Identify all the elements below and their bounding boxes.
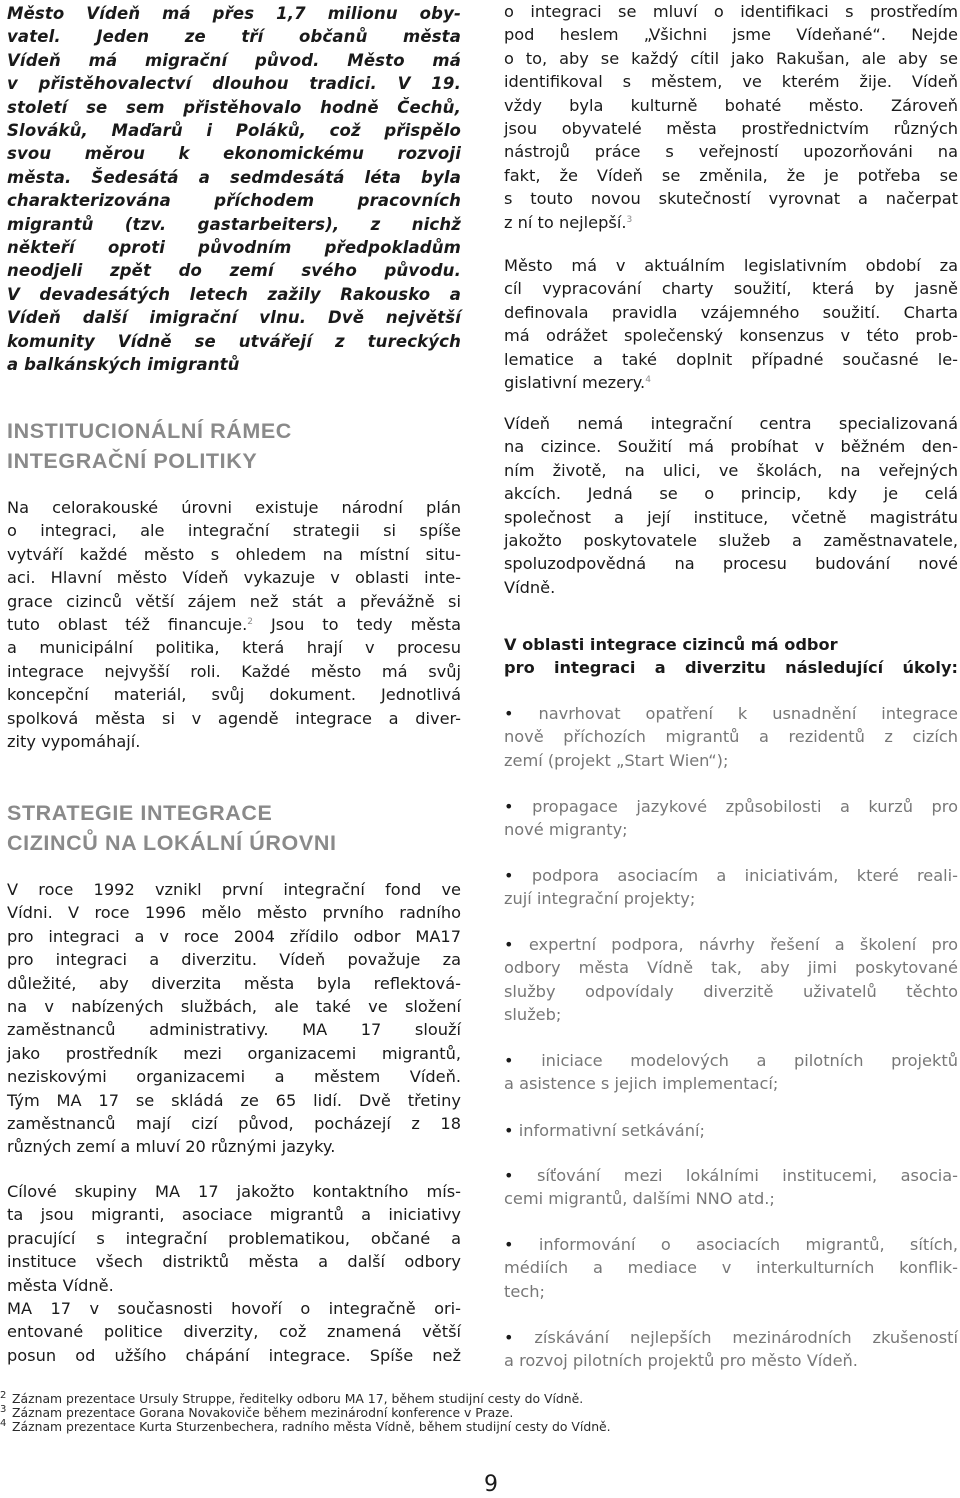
body-line: o integraci, ale integrační strategii si spíše (7, 521, 461, 541)
right-paragraph-2 (504, 254, 958, 394)
body-line: aci. Hlavní město Vídeň vykazuje v oblasti inte- (7, 568, 461, 588)
intro-line: V devadesátých letech zažily Rakousko a (7, 284, 461, 304)
bullet-icon: • (504, 1051, 514, 1070)
intro-line: někteří oproti původním předpokladům (7, 238, 461, 258)
intro-line: města. Šedesátá a sedmdesátá léta byla (7, 167, 461, 187)
section-2-paragraph (7, 878, 461, 1159)
list-item (504, 1049, 958, 1096)
body-line: instituce všech distriktů města a další odbory (7, 1252, 461, 1272)
body-line: má odrážet společenský konsenzus v této prob- (504, 326, 958, 346)
body-line: o to, aby se každý cítil jako Rakušan, ale aby se (504, 48, 958, 68)
body-line: Vídni. V roce 1996 mělo město prvního radního (7, 903, 461, 923)
footnote-text: Záznam prezentace Ursuly Struppe, ředitelky odboru MA 17, během studijní cesty do Vídně. (12, 1391, 584, 1406)
list-item (504, 1326, 958, 1373)
intro-line: v přistěhovalectví dlouhou tradici. V 19. (7, 74, 461, 94)
body-line: důležité, aby diverzita města byla reflektová- (7, 973, 461, 993)
body-line: zaměstnanců administrativy. MA 17 slouží (7, 1020, 461, 1040)
list-item-text: informování o asociacích migrantů, sítích, (538, 1235, 958, 1254)
list-item-text: podpora asociacím a iniciativám, které reali- (531, 866, 958, 885)
intro-line: Město Vídeň má přes 1,7 milionu oby- (7, 4, 461, 23)
list-item (504, 1164, 958, 1211)
bullet-icon: • (504, 866, 514, 885)
footnote-text: Záznam prezentace Kurta Sturzenbechera, radního města Vídně, během studijní cesty do Vídně. (12, 1419, 611, 1434)
intro-paragraph (7, 2, 461, 377)
body-line: spolková města si v agendě integrace a diver- (7, 708, 461, 728)
footnote-ref[interactable]: 4 (645, 375, 651, 386)
intro-line: komunity Vídně se utvářejí z tureckých (7, 331, 461, 351)
tasks-heading-line: pro integraci a diverzitu následující úkoly: (504, 658, 958, 678)
body-line: integrace nejvyšší roli. Každé město má svůj (7, 661, 461, 681)
list-item-line (504, 864, 958, 887)
body-line: Vídně. (504, 577, 556, 597)
list-item-line: zemí (projekt „Start Wien“); (504, 750, 729, 770)
bullet-icon: • (504, 935, 514, 954)
body-line: cíl vypracování charty soužití, která by jasně (504, 279, 958, 299)
right-paragraph-1 (504, 0, 958, 234)
body-line: V roce 1992 vznikl první integrační fond ve (7, 880, 461, 899)
list-item-line (504, 1164, 958, 1187)
body-line: různých zemí a mluví 20 různými jazyky. (7, 1137, 336, 1157)
list-item-line: a asistence s jejich implementací; (504, 1074, 779, 1094)
heading-line: INTEGRAČNÍ POLITIKY (7, 449, 258, 473)
list-item-line: odbory města Vídně tak, aby jimi poskytované (504, 958, 958, 978)
intro-line: Vídeň má migrační původ. Město má (7, 50, 461, 70)
list-item-line (504, 1049, 958, 1072)
bullet-icon: • (504, 704, 514, 723)
list-item-line: služby odpovídaly diverzitě uživatelů těchto (504, 981, 958, 1001)
list-item-line (504, 1326, 958, 1349)
list-item-line: médiích a mediace v interkulturních konflik- (504, 1258, 958, 1278)
intro-line: a balkánských imigrantů (7, 355, 240, 375)
body-line: a municipální politika, která hrají v procesu (7, 638, 461, 658)
list-item-line: cemi migrantů, dalšími NNO atd.; (504, 1189, 775, 1209)
body-line: fakt, že Vídeň se změnila, že je potřeba se (504, 165, 958, 185)
body-line-with-ref (504, 211, 958, 234)
body-line: akcích. Jedná se o princip, kdy je celá (504, 484, 958, 504)
footnote-number: 4 (0, 1418, 7, 1429)
page-number: 9 (484, 1472, 498, 1497)
body-line: pro integraci a v roce 2004 zřídilo odbor MA17 (7, 926, 461, 946)
body-text: gislativní mezery. (504, 373, 646, 393)
body-line: pro integraci a diverzitu. Vídeň považuje za (7, 950, 461, 970)
list-item (504, 1233, 958, 1303)
list-item-line (504, 1233, 958, 1256)
body-line: společnost a její instituce, včetně magistrátu (504, 507, 958, 527)
body-line: nástrojů práce s veřejností upozorňováni na (504, 142, 958, 162)
bullet-icon: • (504, 1235, 514, 1254)
list-item-line (504, 795, 958, 818)
list-item-line: zují integrační projekty; (504, 889, 696, 909)
list-item (504, 702, 958, 772)
footnote-text: Záznam prezentace Gorana Novakoviče během mezinárodní konference v Praze. (12, 1405, 514, 1420)
list-item-line: nově příchozích migrantů a rezidentů z cizích (504, 727, 958, 747)
tasks-heading (504, 633, 958, 680)
body-line: Na celorakouské úrovni existuje národní plán (7, 498, 461, 517)
body-line: vytváří každé město s ohledem na místní situ- (7, 544, 461, 564)
footnote-ref[interactable]: 3 (626, 214, 633, 225)
body-text: z ní to nejlepší. (504, 212, 627, 232)
list-item-text: propagace jazykové způsobilosti a kurzů pro (532, 797, 958, 816)
intro-line: svou měrou k ekonomickému rozvoji (7, 144, 461, 164)
list-item (504, 795, 958, 842)
body-line: o integraci se mluví o identifikaci s prostředím (504, 2, 958, 21)
list-item-line: tech; (504, 1281, 545, 1301)
heading-line: CIZINCŮ NA LOKÁLNÍ ÚROVNI (7, 831, 337, 855)
section-1-paragraph (7, 496, 461, 753)
intro-line: vatel. Jeden ze tří občanů města (7, 27, 461, 47)
list-item (504, 933, 958, 1027)
body-line: ním životě, na ulici, ve školách, na veřejných (504, 460, 958, 480)
list-item-text: informativní setkávání; (518, 1121, 705, 1140)
list-item-text: získávání nejlepších mezinárodních zkušeností (534, 1328, 958, 1347)
body-line: na cizince. Soužití má probíhat v běžném den- (504, 437, 958, 457)
list-item-text: iniciace modelových a pilotních projektů (541, 1051, 958, 1070)
body-line-with-ref (7, 613, 461, 636)
right-paragraph-3 (504, 412, 958, 599)
body-line: koncepční materiál, svůj dokument. Jednotlivá (7, 685, 461, 705)
tasks-heading-line: V oblasti integrace cizinců má odbor (504, 635, 838, 654)
list-item-text: síťování mezi lokálními institucemi, asocia- (536, 1166, 958, 1185)
list-item-line (504, 702, 958, 725)
list-item-line: a rozvoj pilotních projektů pro město Vídeň. (504, 1351, 858, 1371)
body-line: zity vypomáhají. (7, 732, 141, 752)
bullet-icon: • (504, 797, 514, 816)
footnote (0, 1406, 960, 1420)
list-item-line: služeb; (504, 1005, 562, 1025)
heading-line: STRATEGIE INTEGRACE (7, 801, 273, 825)
intro-line: století se sem přistěhovalo hodně Čechů, (7, 97, 461, 117)
intro-line: neodjeli zpět do zemí svého původu. (7, 261, 461, 281)
body-line: vždy byla kulturně bohaté město. Zároveň (504, 95, 958, 115)
body-line: zaměstnanců mají cizí původ, pocházejí z 18 (7, 1114, 461, 1134)
heading-line: INSTITUCIONÁLNÍ RÁMEC (7, 419, 292, 443)
body-line: jsou obyvatelé města prostřednictvím různých (504, 119, 958, 139)
body-line: identifikoval s městem, ve kterém žije. Vídeň (504, 72, 958, 92)
body-line: lematice a také doplnit případné současné le- (504, 349, 958, 369)
bullet-icon: • (504, 1328, 514, 1347)
list-item (504, 864, 958, 911)
section-heading-institutional-framework (7, 416, 292, 476)
list-item-text: expertní podpora, návrhy řešení a školení pro (528, 935, 958, 954)
list-item-text: navrhovat opatření k usnadnění integrace (538, 704, 958, 723)
bullet-icon: • (504, 1166, 514, 1185)
body-line: grace cizinců větší zájem než stát a převážně si (7, 591, 461, 611)
body-line-with-ref (504, 371, 958, 394)
body-line: jakožto poskytovatele služeb a zaměstnavatele, (504, 531, 958, 551)
intro-line: Vídeň další imigrační vlnu. Dvě největší (7, 308, 461, 328)
body-line: jako prostředník mezi organizacemi migrantů, (7, 1043, 461, 1063)
footnote (0, 1392, 960, 1406)
body-line: města Vídně. (7, 1275, 114, 1295)
list-item-line (504, 933, 958, 956)
body-text: tuto oblast též financuje. (7, 615, 248, 635)
intro-line: Slováků, Maďarů i Poláků, což přispělo (7, 121, 461, 141)
body-line: posun od užšího chápání integrace. Spíše než (7, 1345, 461, 1365)
body-line: ta jsou migranti, asociace migrantů a iniciativy (7, 1205, 461, 1225)
body-line: Cílové skupiny MA 17 jakožto kontaktního mís- (7, 1182, 461, 1201)
body-line: pracující s integrační problematikou, občané a (7, 1228, 461, 1248)
section-3-paragraph (7, 1180, 461, 1367)
footnotes (0, 1392, 960, 1434)
body-line: Vídeň nemá integrační centra specializovaná (504, 414, 958, 433)
list-item-line (504, 1119, 958, 1142)
body-line: spoluzodpovědná na procesu budování nové (504, 554, 958, 574)
footnote (0, 1420, 960, 1434)
body-line: entované politice diverzity, což znamená větší (7, 1322, 461, 1342)
body-line: na v nabízených službách, ale také ve složení (7, 997, 461, 1017)
intro-line: charakterizována příchodem pracovních (7, 191, 461, 211)
section-heading-local-strategy (7, 798, 337, 858)
body-line: neziskovými organizacemi a městem Vídeň. (7, 1067, 461, 1087)
body-line: pod heslem „Všichni jsme Vídeňané“. Nejde (504, 25, 958, 45)
footnote-ref[interactable]: 2 (247, 617, 254, 628)
list-item-line: nové migranty; (504, 820, 628, 840)
body-line: s touto novou skutečností vyrovnat a načerpat (504, 189, 958, 209)
intro-line: migrantů (tzv. gastarbeiters), z nichž (7, 214, 461, 234)
footnote-number: 3 (0, 1404, 7, 1415)
bullet-icon: • (504, 1121, 514, 1140)
body-line: Město má v aktuálním legislativním období za (504, 256, 958, 275)
list-item (504, 1119, 958, 1142)
body-text: Jsou to tedy města (253, 615, 462, 635)
body-line: definovala pravidla vzájemného soužití. Charta (504, 302, 958, 322)
footnote-number: 2 (0, 1390, 7, 1401)
body-line: Tým MA 17 se skládá ze 65 lidí. Dvě třetiny (7, 1090, 461, 1110)
body-line: MA 17 v současnosti hovoří o integračně ori- (7, 1299, 461, 1319)
